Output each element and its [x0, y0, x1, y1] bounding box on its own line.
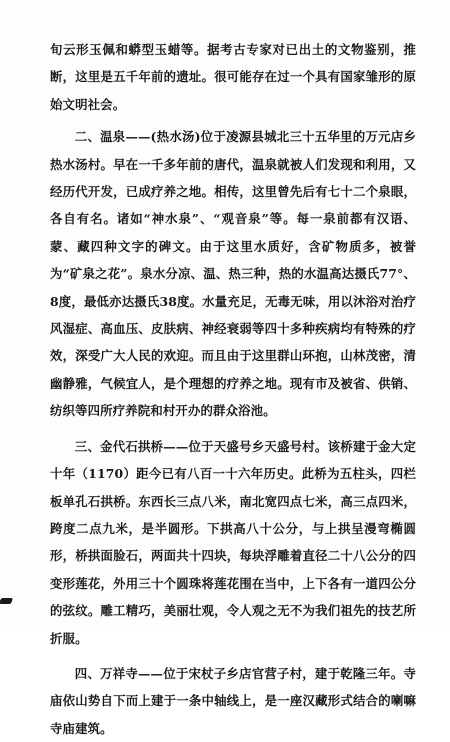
scan-artifact-mark: [0, 598, 13, 604]
paragraph-gap: [50, 425, 416, 433]
paragraph-archaeology-continuation: 旬云形玉佩和蟒型玉蜡等。据考古专家对已出土的文物鉴别，推断，这里是五千年前的遗址。很可能存在过一个具有国家雏形的原始文明社会。: [50, 42, 416, 112]
paragraph-jin-stone-bridge: 三、金代石拱桥——位于天盛号乡天盛号村。该桥建于金大定十年（1170）距今已有八百一十六年历史。此桥为五柱头，四栏板单孔石拱桥。东西长三点八米，南北宽四点七米，高三点四米，跨度二点九米，是半圆形。下拱高八十公分，与上拱呈漫弯椭圆形，桥拱面脸石，两面共十四块，每块浮雕着直径二十八公分的四变形莲花，外用三十个圆珠将莲花围在当中，上下各有一道四公分的弦纹。雕工精巧，美丽壮观，令人观之无不为我们祖先的技艺所折服。: [50, 438, 416, 646]
paragraph-wanxiang-temple: 四、万祥寺——位于宋杖子乡店官营子村，建于乾隆三年。寺庙依山势自下而上建于一条中轴线上，是一座汉藏形式结合的喇嘛寺庙建筑。: [50, 665, 416, 736]
paragraph-gap: [50, 652, 416, 660]
document-body: [50, 36, 416, 742]
paragraph-hot-spring: 二、温泉——(热水汤)位于凌源县城北三十五华里的万元店乡热水汤村。早在一千多年前的唐代，温泉就被人们发现和利用，又经历代开发，已成疗养之地。相传，这里曾先后有七十二个泉眼，各自有名。诸如“神水泉”、“观音泉”等。每一泉前都有汉语、蒙、藏四种文字的碑文。由于这里水质好，含矿物质多，被誉为“矿泉之花”。泉水分凉、温、热三种，热的水温高达摄氏77°、8度，最低亦达摄氏38度。水量充足，无毒无味，用以沐浴对治疗风湿症、高血压、皮肤病、神经衰弱等四十多种疾病均有特殊的疗效，深受广大人民的欢迎。而且由于这里群山环抱，山林茂密，清幽静雅，气候宜人，是个理想的疗养之地。现有市及被省、供销、纺织等四所疗养院和村开办的群众浴池。: [50, 129, 416, 419]
